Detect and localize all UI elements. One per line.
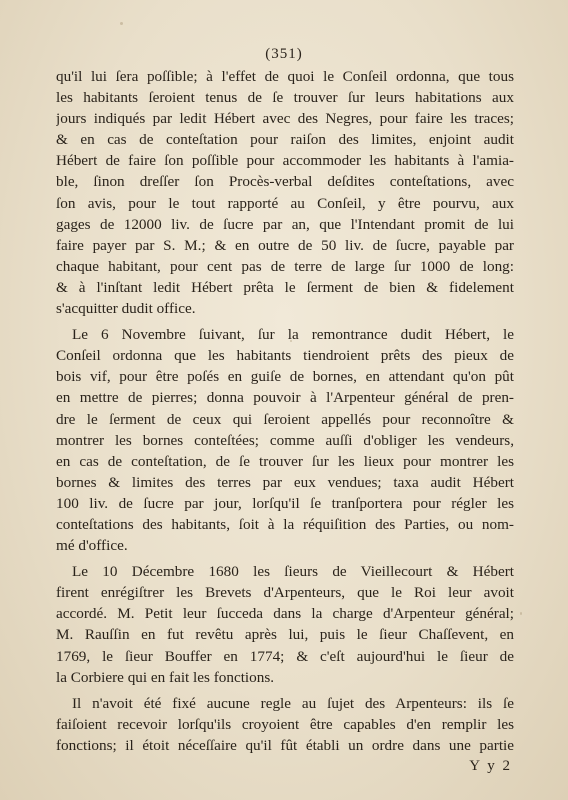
text-line: ſon avis, pour le tout rapporté au Conſeil, y être pourvu, aux: [56, 194, 514, 212]
text-line: montrer les bornes conteſtées; comme auſſi d'obliger les vendeurs,: [56, 431, 514, 449]
text-line: Il n'avoit été fixé aucune regle au ſujet des Arpenteurs: ils ſe: [72, 694, 514, 712]
text-line: 100 liv. de ſucre par jour, lorſqu'il ſe tranſportera pour régler les: [56, 494, 514, 512]
text-line: Le 6 Novembre ſuivant, ſur la remontrance dudit Hébert, le: [72, 326, 514, 344]
paper-speck: [120, 22, 123, 25]
body-text: [56, 66, 514, 756]
text-line: accordé. M. Petit leur ſucceda dans la charge d'Arpenteur général;: [56, 605, 514, 623]
text-line: les habitants ſeroient tenus de ſe trouver ſur leurs habitations aux: [56, 89, 514, 107]
text-line: s'acquitter dudit office.: [56, 300, 196, 318]
signature-mark: Y y 2: [469, 758, 512, 774]
text-line: faire payer par S. M.; & en outre de 50 liv. de ſucre, payable par: [56, 236, 514, 254]
text-line: & en cas de conteſtation pour raiſon des limites, enjoint audit: [56, 131, 514, 149]
text-line: dre le ſerment de ceux qui ſeroient appellés pour reconnoître &: [56, 410, 514, 428]
text-line: chaque habitant, pour cent pas de terre de large ſur 1000 de long:: [56, 257, 514, 275]
text-line: en cas de conteſtation, de ſe trouver ſur les lieux pour montrer les: [56, 452, 514, 470]
paper-speck: [520, 612, 522, 615]
text-line: bois vif, pour être poſés en guiſe de bornes, en attendant qu'on pût: [56, 368, 514, 386]
text-line: la Corbiere qui en fait les fonctions.: [56, 668, 275, 686]
text-line: en mettre de pierres; donna pouvoir à l'Arpenteur général de pren-: [56, 389, 514, 407]
text-line: ble, ſinon dreſſer ſon Procès-verbal deſdites conteſtations, avec: [56, 173, 514, 191]
text-line: firent enrégiſtrer les Brevets d'Arpenteurs, que le Roi leur avoit: [56, 584, 514, 602]
text-line: bornes & limites des terres par eux vendues; taxa audit Hébert: [56, 473, 514, 491]
text-line: jours indiqués par ledit Hébert avec des Negres, pour faire les traces;: [56, 110, 514, 128]
text-line: Conſeil ordonna que les habitants tiendroient prêts des pieux de: [56, 347, 514, 365]
text-line: 1769, le ſieur Bouffer en 1774; & c'eſt aujourd'hui le ſieur de: [56, 647, 514, 665]
text-line: M. Rauſſin en fut revêtu après lui, puis le ſieur Chaſſevent, en: [56, 626, 514, 644]
text-line: Hébert de faire ſon poſſible pour accommoder les habitants à l'amia-: [56, 152, 514, 170]
text-line: gages de 12000 liv. de ſucre par an, que l'Intendant promit de lui: [56, 215, 514, 233]
page-number: (351): [265, 46, 303, 62]
text-line: fonctions; il étoit néceſſaire qu'il fût établi un ordre dans une partie: [56, 736, 514, 754]
text-line: mé d'office.: [56, 537, 128, 555]
text-line: conteſtations des habitants, ſoit à la réquiſition des Parties, ou nom-: [56, 515, 514, 533]
text-line: qu'il lui ſera poſſible; à l'effet de quoi le Conſeil ordonna, que tous: [56, 68, 514, 85]
text-line: Le 10 Décembre 1680 les ſieurs de Vieillecourt & Hébert: [72, 563, 514, 581]
text-line: & à l'inſtant ledit Hébert prêta le ſerment de bien & fidelement: [56, 278, 514, 296]
text-line: faiſoient recevoir lorſqu'ils croyoient être capables d'en remplir les: [56, 715, 514, 733]
